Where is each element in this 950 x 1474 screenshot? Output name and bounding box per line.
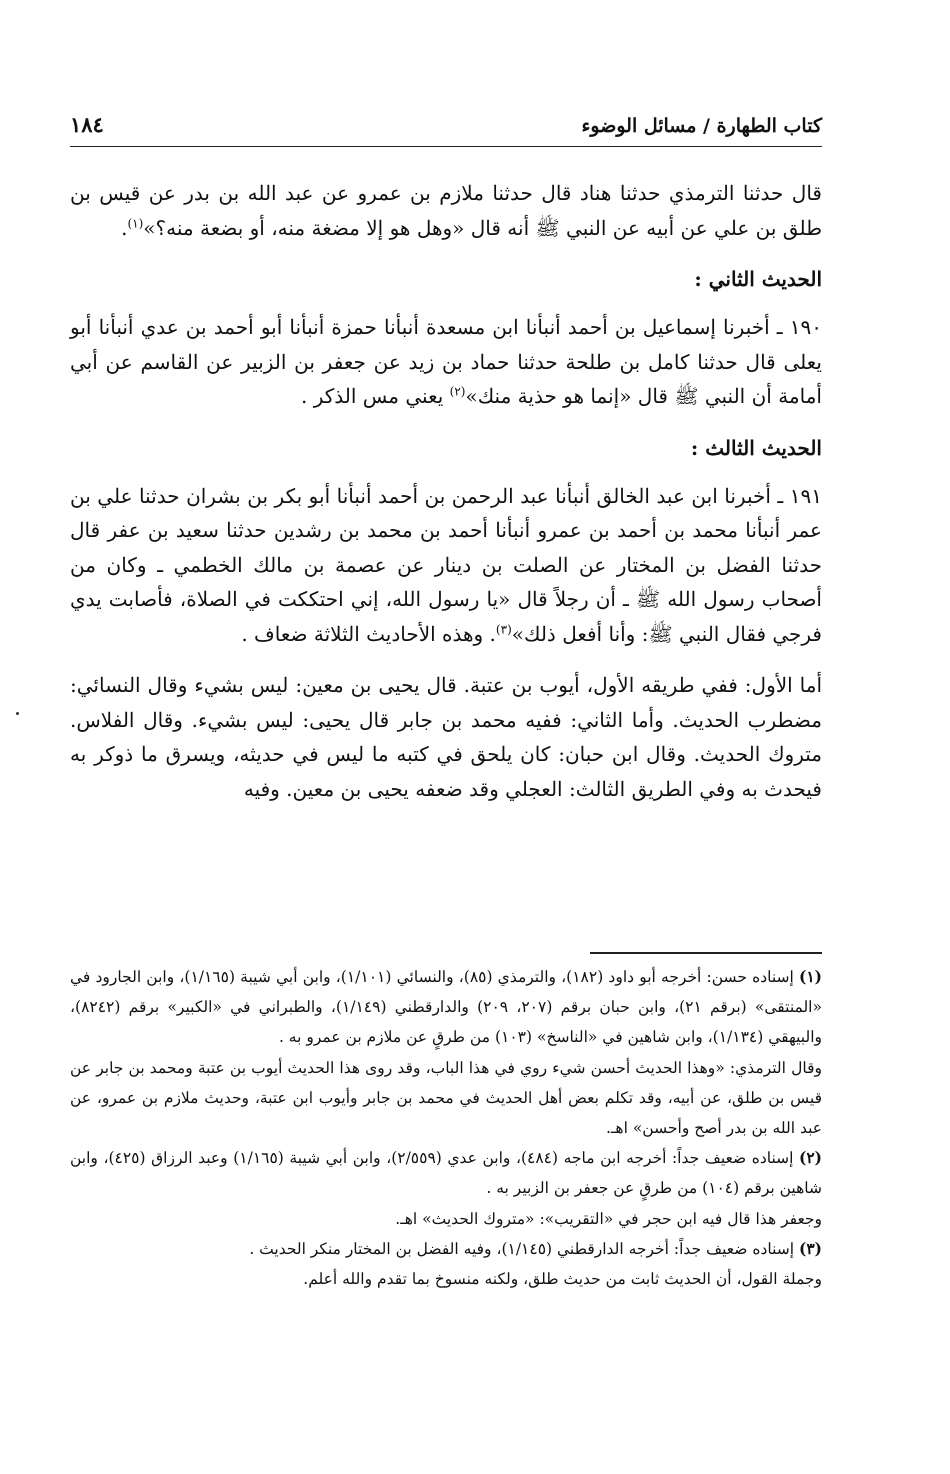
main-text (70, 176, 822, 806)
heading-second-hadith: الحديث الثاني : (694, 267, 822, 291)
footnote-2-continuation: وجعفر هذا قال فيه ابن حجر في «التقريب»: «متروك الحديث» اهـ. (395, 1209, 822, 1228)
footnote-ref-2: (٢) (449, 384, 466, 399)
footnote-3-continuation: وجملة القول، أن الحديث ثابت من حديث طلق، ولكنه منسوخ بما تقدم والله أعلم. (303, 1270, 822, 1289)
paragraph-2-text: ١٩٠ ـ أخبرنا إسماعيل بن أحمد أنبأنا ابن مسعدة أنبأنا حمزة أنبأنا أبو أحمد بن عدي أنبأنا أبو يعلى قال حدثنا كامل بن طلحة حدثنا حماد بن زيد عن جعفر بن الزبير عن القاسم عن أبي أمامة أن النبي ﷺ قال «إنما هو حذية منك» (70, 315, 822, 408)
footnote-1 (70, 962, 822, 1053)
footnote-1-number: (١) (799, 967, 823, 986)
paragraph-1-text: قال حدثنا الترمذي حدثنا هناد قال حدثنا ملازم بن عمرو عن عبد الله بن بدر عن قيس بن طلق بن علي عن أبيه عن النبي ﷺ أنه قال «وهل هو إلا مضغة منه، أو بضعة منه؟» (70, 181, 822, 240)
header-rule (70, 146, 822, 147)
margin-mark (16, 712, 19, 715)
footnote-ref-1: (١) (127, 215, 144, 230)
paragraph-4: أما الأول: ففي طريقه الأول، أيوب بن عتبة. قال يحيى بن معين: ليس بشيء وقال النسائي: مضطرب الحديث. وأما الثاني: ففيه محمد بن جابر قال يحيى: ليس بشيء. وقال الفلاس. متروك الحديث. وقال ابن حبان: كان يلحق في كتبه ما ليس في حديثه، ويسرق ما ذوكر به فيحدث به وفي الطريق الثالث: العجلي وقد ضعفه يحيى بن معين. وفيه (70, 673, 822, 801)
paragraph-1 (70, 176, 822, 245)
page-number: ١٨٤ (70, 112, 104, 137)
paragraph-2-end: يعني مس الذكر . (301, 384, 450, 408)
running-title: كتاب الطهارة / مسائل الوضوء (581, 115, 822, 137)
paragraph-2 (70, 310, 822, 414)
footnote-ref-3: (٣) (495, 621, 512, 636)
paragraph-3-end: . وهذه الأحاديث الثلاثة ضعاف . (241, 621, 496, 646)
footnote-1-continuation: وقال الترمذي: «وهذا الحديث أحسن شيء روي في هذا الباب، وقد روى هذا الحديث أيوب بن عتبة ومحمد بن جابر عن قيس بن طلق، عن أبيه، وقد تكلم بعض أهل الحديث في محمد بن جابر وأيوب ابن عتبة، وحديث ملازم بن عمرو، عن عبد الله بن بدر أصح وأحسن» اهـ. (70, 1058, 822, 1138)
heading-third-hadith: الحديث الثالث : (690, 435, 822, 460)
footnote-2 (70, 1143, 822, 1203)
footnote-3-number: (٣) (798, 1238, 822, 1258)
paragraph-3 (70, 479, 822, 652)
page-header (70, 112, 822, 137)
footnote-2-text: إسناده ضعيف جداً: أخرجه ابن ماجه (٤٨٤)، وابن عدي (٢/٥٥٩)، وابن أبي شيبة (١/١٦٥) وعبد الرزاق (٤٢٥)، وابن شاهين برقم (١٠٤) من طرقٍ عن جعفر بن الزبير به . (70, 1149, 822, 1198)
footnote-3-text: إسناده ضعيف جداً: أخرجه الدارقطني (١/١٤٥)، وفيه الفضل بن المختار منكر الحديث . (249, 1239, 799, 1258)
paragraph-1-end: . (121, 215, 128, 240)
footnotes (70, 962, 822, 1294)
footnote-rule (590, 952, 822, 954)
paragraph-3-text: ١٩١ ـ أخبرنا ابن عبد الخالق أنبأنا عبد الرحمن بن أحمد أنبأنا أبو بكر بن بشران حدثنا علي بن عمر أنبأنا محمد بن أحمد بن عمرو أنبأنا أحمد بن محمد بن رشدين حدثنا سعيد بن عفر قال حدثنا الفضل بن المختار عن الصلت بن دينار عن عصمة بن مالك الخطمي ـ وكان من أصحاب رسول الله ﷺ ـ أن رجلاً قال «يا رسول الله، إني احتككت في الصلاة، فأصابت يدي فرجي فقال النبي ﷺ: وأنا أفعل ذلك» (70, 483, 822, 646)
footnote-1-text: إسناده حسن: أخرجه أبو داود (١٨٢)، والترمذي (٨٥)، والنسائي (١/١٠١)، وابن أبي شيبة (١/١٦٥)، وابن الجارود في «المنتقى» (برقم ٢١)، وابن حبان برقم (٢٠٧، ٢٠٩) والدارقطني (١/١٤٩)، والطبراني في «الكبير» برقم (٨٢٤٢)، والبيهقي (١/١٣٤)، وابن شاهين في «الناسخ» (١٠٣) من طرقٍ عن ملازم بن عمرو به . (70, 968, 822, 1047)
footnote-2-number: (٢) (798, 1148, 822, 1168)
footnote-3 (70, 1234, 822, 1264)
